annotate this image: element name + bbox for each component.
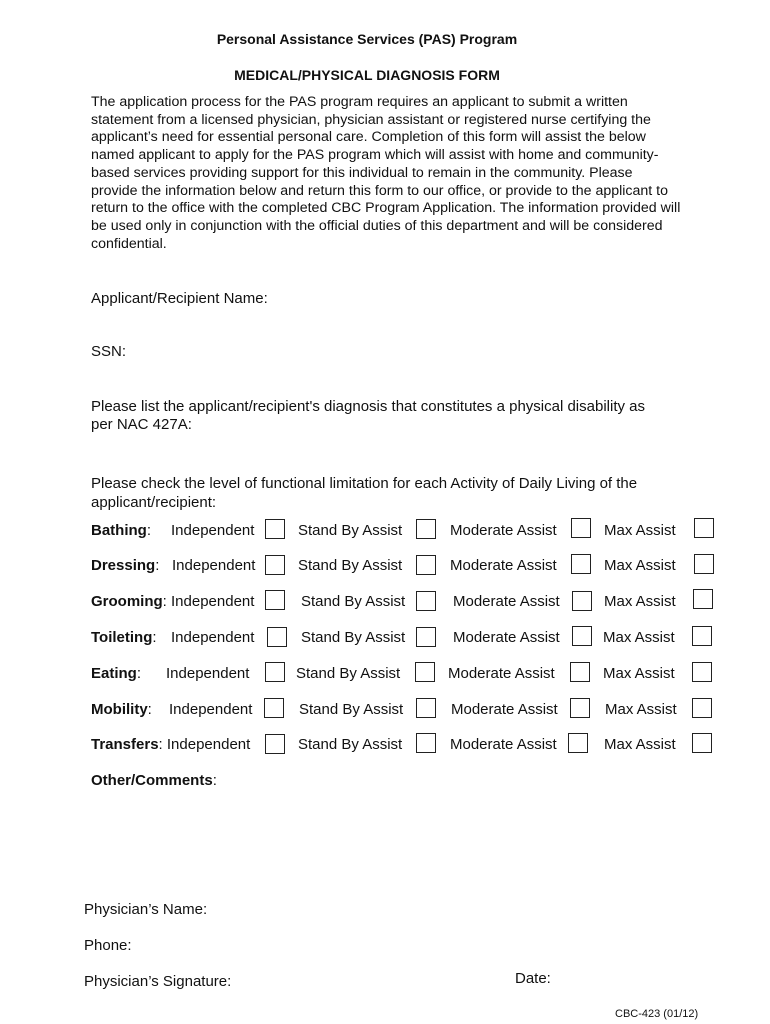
adl-activity-label: Dressing: bbox=[91, 557, 160, 574]
checkbox-grooming-max[interactable] bbox=[693, 589, 713, 609]
form-code: CBC-423 (01/12) bbox=[615, 1008, 699, 1020]
applicant-name-label: Applicant/Recipient Name: bbox=[91, 290, 268, 307]
adl-prompt: Please check the level of functional limitation for each Activity of Daily Living of the bbox=[91, 475, 638, 492]
checkbox-transfers-stand-by[interactable] bbox=[416, 733, 436, 753]
checkbox-mobility-moderate[interactable] bbox=[570, 698, 590, 718]
option-stand-by-assist-label: Stand By Assist bbox=[301, 629, 406, 646]
ssn-label: SSN: bbox=[91, 343, 127, 360]
option-moderate-assist-label: Moderate Assist bbox=[453, 593, 560, 610]
option-independent-label: Independent bbox=[171, 629, 255, 646]
adl-activity-label: Eating: bbox=[91, 665, 142, 682]
option-independent-label: Independent bbox=[166, 736, 251, 753]
checkbox-bathing-independent[interactable] bbox=[265, 519, 285, 539]
checkbox-eating-max[interactable] bbox=[692, 662, 712, 682]
checkbox-mobility-independent[interactable] bbox=[264, 698, 284, 718]
checkbox-grooming-independent[interactable] bbox=[265, 590, 285, 610]
checkbox-eating-moderate[interactable] bbox=[570, 662, 590, 682]
option-independent-label: Independent bbox=[166, 665, 250, 682]
checkbox-dressing-stand-by[interactable] bbox=[416, 555, 436, 575]
checkbox-mobility-max[interactable] bbox=[692, 698, 712, 718]
adl-activity-label: Grooming: Independent bbox=[91, 593, 255, 610]
option-stand-by-assist-label: Stand By Assist bbox=[298, 557, 403, 574]
option-moderate-assist-label: Moderate Assist bbox=[451, 701, 558, 718]
checkbox-toileting-moderate[interactable] bbox=[572, 626, 592, 646]
checkbox-grooming-moderate[interactable] bbox=[572, 591, 592, 611]
adl-activity-label: Bathing: bbox=[91, 522, 151, 539]
diagnosis-prompt-cont: per NAC 427A: bbox=[91, 416, 192, 433]
option-max-assist-label: Max Assist bbox=[604, 736, 676, 753]
adl-activity-label: Mobility: bbox=[91, 701, 152, 718]
physician-signature-label: Physician’s Signature: bbox=[84, 973, 232, 990]
option-moderate-assist-label: Moderate Assist bbox=[453, 629, 560, 646]
option-moderate-assist-label: Moderate Assist bbox=[450, 557, 557, 574]
option-independent-label: Independent bbox=[172, 557, 256, 574]
adl-prompt-cont: applicant/recipient: bbox=[91, 494, 217, 511]
checkbox-transfers-max[interactable] bbox=[692, 733, 712, 753]
option-moderate-assist-label: Moderate Assist bbox=[450, 736, 557, 753]
option-max-assist-label: Max Assist bbox=[604, 557, 676, 574]
checkbox-bathing-moderate[interactable] bbox=[571, 518, 591, 538]
physician-name-label: Physician’s Name: bbox=[84, 901, 208, 918]
option-max-assist-label: Max Assist bbox=[604, 522, 676, 539]
option-stand-by-assist-label: Stand By Assist bbox=[299, 701, 404, 718]
checkbox-eating-stand-by[interactable] bbox=[415, 662, 435, 682]
option-independent-label: Independent bbox=[171, 522, 255, 539]
checkbox-dressing-independent[interactable] bbox=[265, 555, 285, 575]
checkbox-dressing-moderate[interactable] bbox=[571, 554, 591, 574]
option-stand-by-assist-label: Stand By Assist bbox=[298, 736, 403, 753]
option-stand-by-assist-label: Stand By Assist bbox=[298, 522, 403, 539]
phone-label: Phone: bbox=[84, 937, 132, 954]
checkbox-grooming-stand-by[interactable] bbox=[416, 591, 436, 611]
checkbox-bathing-stand-by[interactable] bbox=[416, 519, 436, 539]
option-max-assist-label: Max Assist bbox=[603, 665, 675, 682]
option-stand-by-assist-label: Stand By Assist bbox=[296, 665, 401, 682]
adl-activity-label: Toileting: bbox=[91, 629, 157, 646]
checkbox-bathing-max[interactable] bbox=[694, 518, 714, 538]
checkbox-transfers-independent[interactable] bbox=[265, 734, 285, 754]
diagnosis-prompt: Please list the applicant/recipient's diagnosis that constitutes a physical disability as bbox=[91, 398, 645, 415]
checkbox-toileting-independent[interactable] bbox=[267, 627, 287, 647]
option-moderate-assist-label: Moderate Assist bbox=[448, 665, 555, 682]
adl-activity-label: Transfers: Independent bbox=[91, 736, 251, 753]
form-title: MEDICAL/PHYSICAL DIAGNOSIS FORM bbox=[234, 67, 500, 83]
option-max-assist-label: Max Assist bbox=[605, 701, 677, 718]
option-max-assist-label: Max Assist bbox=[604, 593, 676, 610]
option-stand-by-assist-label: Stand By Assist bbox=[301, 593, 406, 610]
checkbox-eating-independent[interactable] bbox=[265, 662, 285, 682]
checkbox-mobility-stand-by[interactable] bbox=[416, 698, 436, 718]
option-independent-label: Independent bbox=[169, 701, 253, 718]
checkbox-toileting-max[interactable] bbox=[692, 626, 712, 646]
checkbox-transfers-moderate[interactable] bbox=[568, 733, 588, 753]
option-max-assist-label: Max Assist bbox=[603, 629, 675, 646]
checkbox-toileting-stand-by[interactable] bbox=[416, 627, 436, 647]
option-moderate-assist-label: Moderate Assist bbox=[450, 522, 557, 539]
other-comments-label: Other/Comments: bbox=[91, 772, 217, 789]
option-independent-label: Independent bbox=[171, 593, 255, 610]
checkbox-dressing-max[interactable] bbox=[694, 554, 714, 574]
program-title: Personal Assistance Services (PAS) Program bbox=[216, 31, 518, 47]
date-label: Date: bbox=[515, 970, 551, 987]
intro-paragraph: The application process for the PAS program requires an applicant to submit a written statement from a licensed physician, physician assistant or registered nurse certifying the applicant’s need for essential personal care. Completion of this form will assist the below named applicant to apply for the PAS program which will assist with home and community-based services providing support for this individual to remain in the community. Please provide the information below and return this form to our office, or provide to the applicant to return to the office with the completed CBC Program Application. The information provided will be used only in conjunction with the official duties of this department and will be considered confidential. bbox=[91, 94, 681, 252]
